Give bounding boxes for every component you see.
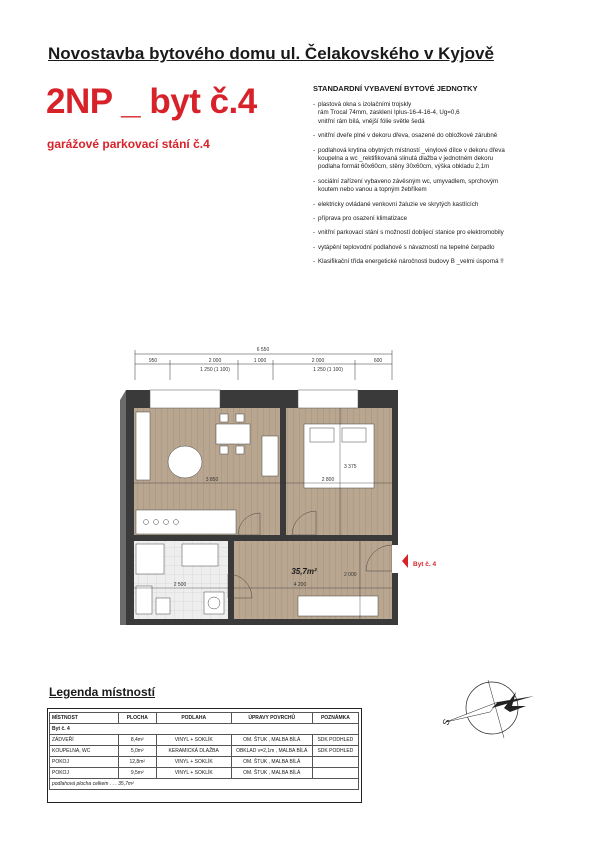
table-row <box>50 757 359 768</box>
standard-item-line: - vytápění teplovodní podlahové s návazností na tepelné čerpadlo <box>318 243 495 251</box>
document-title: Novostavba bytového domu ul. Čelakovského v Kyjově <box>48 44 494 63</box>
dim-total: 6 550 <box>256 347 270 353</box>
table-total-row <box>50 779 359 790</box>
standard-item <box>313 147 563 172</box>
north-compass-icon <box>442 678 538 748</box>
table-cell: KERAMICKÁ DLAŽBA <box>156 746 231 757</box>
standard-item-line: - sociální zařízení vybaveno závěsným wc, umyvadlem, sprchovým <box>318 177 499 185</box>
legend-total: podlahová plocha celkem . . . 35,7m² <box>50 779 359 790</box>
table-cell <box>312 768 358 779</box>
dim-2000-right: 2 000 <box>311 358 325 364</box>
standard-item <box>313 178 563 195</box>
standard-item <box>313 215 563 223</box>
table-cell: VINYL + SOKLÍK <box>156 768 231 779</box>
standard-item <box>313 258 563 266</box>
compass-label: S <box>440 717 452 727</box>
standard-item <box>313 244 563 252</box>
table-cell: POKOJ <box>50 757 119 768</box>
window-left <box>150 390 220 408</box>
wall-shadow <box>120 390 126 625</box>
dim-living-width: 3 850 <box>205 477 219 483</box>
table-cell: SDK PODHLED <box>312 735 358 746</box>
dim-hall-depth: 2 000 <box>344 572 357 578</box>
col-note: POZNÁMKA <box>312 713 358 724</box>
table-row <box>50 746 359 757</box>
standard-item-line: rám Trocal 74mm, zasklení Iplus-16-4-16-4, Ug=0,6 <box>318 109 460 117</box>
table-row <box>50 735 359 746</box>
table-cell: OM. ŠTUK , MALBA BÍLÁ <box>231 768 312 779</box>
standard-item <box>313 101 563 126</box>
standard-item-line: podlaha formát 60x60cm, stěny 30x60cm, výška obkladu 2,1m <box>318 163 490 171</box>
standard-item-line: - vnitřní parkovací stání s možností dobíjecí stanice pro elektromobily <box>318 229 504 237</box>
parking-note: garážové parkovací stání č.4 <box>47 137 210 151</box>
col-surfaces: ÚPRAVY POVRCHŮ <box>231 713 312 724</box>
area-label: 35,7m² <box>291 567 317 576</box>
dim-600: 600 <box>373 358 383 364</box>
table-cell: SDK PODHLED <box>312 746 358 757</box>
col-floor: PODLAHA <box>156 713 231 724</box>
standard-item <box>313 132 563 140</box>
legend-unit-row: Byt č. 4 <box>50 724 359 735</box>
table-cell: VINYL + SOKLÍK <box>156 735 231 746</box>
table-cell: POKOJ <box>50 768 119 779</box>
standard-item-line: - Klasifikační třída energetické náročnosti budovy B _velmi úsporná !! <box>318 258 504 266</box>
standard-item-line: - plastová okna s izolačními trojskly <box>318 101 412 108</box>
table-cell: OBKLAD v=2,1m , MALBA BÍLÁ <box>231 746 312 757</box>
dim-window-left: 1 250 (1 100) <box>200 367 230 373</box>
dim-1000: 1 000 <box>253 358 267 364</box>
wardrobe <box>298 596 378 616</box>
window-right <box>298 390 358 408</box>
standard-item-line: - elektricky ovládané venkovní žaluzie ve skrytých kastlících <box>318 200 479 208</box>
col-room: MÍSTNOST <box>50 713 119 724</box>
standard-item-line: - příprava pro osazení klimatizace <box>318 215 408 223</box>
dim-2000-left: 2 000 <box>208 358 222 364</box>
standard-item-line: vnitřní rám bílá, vnější fólie světle šedá <box>318 117 425 125</box>
table-cell: 9,5m² <box>118 768 156 779</box>
dim-window-right: 1 250 (1 100) <box>313 367 343 373</box>
standard-equipment <box>313 84 563 273</box>
dim-bedroom-width: 2 800 <box>321 477 335 483</box>
standard-item <box>313 201 563 209</box>
standard-item-line: koupelna a wc _rektifikovaná slinutá dlažba v jednotném dekoru <box>318 155 494 163</box>
table-cell: KOUPELNA, WC <box>50 746 119 757</box>
standard-list <box>313 101 563 267</box>
entry-arrow-icon <box>402 554 408 568</box>
standard-item-line: - vnitřní dveře plné v dekoru dřeva, osazené do obložkové zárubně <box>318 132 498 140</box>
table-row <box>50 768 359 779</box>
legend-title: Legenda místností <box>49 685 156 699</box>
entry-opening <box>392 545 398 573</box>
standard-item-line: - podlahová krytina obytných místností _vinylové dílce v dekoru dřeva <box>318 146 505 154</box>
unit-heading: 2NP _ byt č.4 <box>46 82 257 121</box>
standard-item-line: koutem nebo vanou a topným žebříkem <box>318 186 427 194</box>
floor-plan <box>120 340 410 640</box>
table-cell: 8,4m² <box>118 735 156 746</box>
standard-heading: STANDARDNÍ VYBAVENÍ BYTOVÉ JEDNOTKY <box>313 84 478 93</box>
standard-item <box>313 229 563 237</box>
table-cell: OM. ŠTUK , MALBA BÍLÁ <box>231 735 312 746</box>
dim-hall-width: 4 200 <box>293 582 307 588</box>
dim-bath-width: 2 500 <box>173 582 187 588</box>
table-cell <box>312 757 358 768</box>
dim-950: 950 <box>148 358 158 364</box>
entry-label: Byt č. 4 <box>413 561 437 568</box>
legend-table <box>49 712 359 790</box>
table-cell: OM. ŠTUK , MALBA BÍLÁ <box>231 757 312 768</box>
table-cell: 12,8m² <box>118 757 156 768</box>
col-area: PLOCHA <box>118 713 156 724</box>
table-cell: ZÁDVEŘÍ <box>50 735 119 746</box>
table-cell: VINYL + SOKLÍK <box>156 757 231 768</box>
dim-room-depth: 3 375 <box>344 464 357 470</box>
top-dimensions <box>135 350 392 380</box>
table-cell: 5,0m² <box>118 746 156 757</box>
